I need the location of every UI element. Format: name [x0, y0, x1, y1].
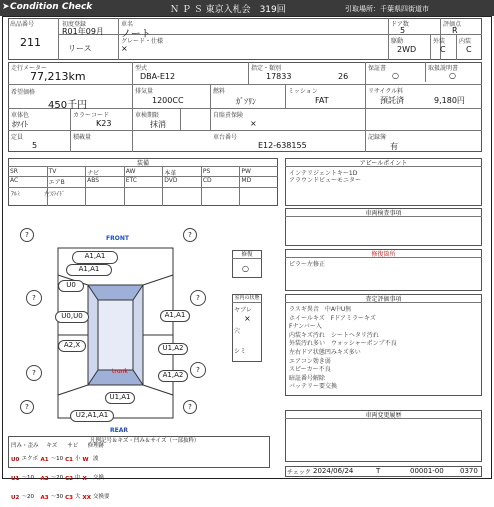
displacement-label: 排気量	[135, 88, 154, 95]
recycle-status: 預託済	[380, 96, 404, 105]
inspection-value: 抹消	[150, 120, 166, 129]
equipment-item: ABS	[87, 177, 100, 184]
damage-mark-fender-left: U0	[58, 280, 84, 292]
inspection-notes-title: 車両検査事項	[285, 208, 482, 217]
category-code2: 26	[338, 72, 349, 81]
record-label: 記録簿	[368, 134, 387, 141]
spare-left: ?	[20, 400, 34, 414]
repair-notes-title: 修復箇所	[285, 249, 482, 258]
condition-note-line: 内装キズ汚れ シートヘタリ汚れ	[289, 331, 379, 339]
tire-rear-right: ?	[190, 362, 206, 378]
damage-mark-trunk: U1,A1	[105, 392, 135, 404]
equipment-item: DVD	[164, 177, 178, 184]
legend-code: A1	[40, 457, 49, 463]
grade-label: グレード・仕様	[121, 38, 164, 45]
legend-desc: 中	[74, 475, 81, 481]
legend-desc: 交換要	[92, 494, 110, 500]
drive-value: 2WD	[397, 45, 417, 54]
equipment-item: ナビ	[87, 170, 100, 177]
color-code-label: カラーコード	[73, 112, 110, 119]
footer-page: 0370	[460, 467, 478, 475]
fuel-label: 燃料	[213, 88, 226, 95]
model-value: DBA-E12	[140, 72, 176, 81]
equipment-item: MD	[241, 177, 252, 184]
footer-code: T	[376, 467, 381, 475]
damage-mark-hood: A1,A1	[66, 264, 112, 276]
manual-mark: ○	[449, 71, 456, 80]
insurance-value: ×	[250, 119, 257, 128]
lot-label: 出品番号	[10, 21, 35, 28]
interior-mark-tear: ×	[244, 314, 251, 323]
damage-mark-rear: U2,A1,A1	[70, 410, 114, 422]
equipment-title: 装備	[8, 158, 278, 167]
appeal-line: アラウンドビューモニター	[289, 177, 362, 184]
first-reg-value: R01年09月	[62, 27, 104, 36]
condition-note-line: 左右ドア状態凹みキズ多い	[289, 349, 361, 356]
legend-code: XX	[82, 495, 91, 501]
legend-code: A2	[40, 476, 49, 482]
legend-head-dent: 凹み・歪み	[11, 443, 39, 449]
transmission-value: FAT	[315, 96, 329, 105]
history-title: 車両変更履歴	[285, 410, 482, 419]
condition-note-line: エアコン効き弱	[289, 357, 331, 365]
doors-value: 5	[400, 26, 406, 35]
legend-code: C1	[65, 457, 73, 463]
condition-note-line: 暗証番号解除	[289, 374, 326, 382]
seats-value: 5	[32, 141, 38, 150]
footer-check-label: チェック	[287, 469, 311, 476]
body-color-value: ﾎﾜｲﾄ	[12, 120, 28, 129]
legend-code: C3	[65, 495, 73, 501]
legend-code: U0	[11, 457, 20, 463]
equipment-item: TV	[48, 168, 57, 175]
tire-front-right: ?	[183, 228, 197, 242]
footer-date: 2024/06/24	[313, 467, 354, 475]
warranty-mark: ○	[392, 71, 399, 80]
legend-title: 凡例記号＆キズ・凹み＆サイズ（一部抜粋）	[90, 438, 200, 444]
legend-desc: ～20	[50, 475, 64, 481]
rear-label: REAR	[110, 427, 128, 434]
transmission-label: ミッション	[288, 88, 318, 95]
legend-desc: 波	[92, 456, 99, 462]
seats-label: 定員	[11, 134, 24, 141]
legend-head-scratch: キズ	[46, 443, 58, 449]
damage-mark-door-left-front: U0,U0	[55, 311, 89, 323]
repair-mark: ○	[242, 264, 249, 273]
tire-rear-left: ?	[26, 365, 42, 381]
lot-number: 211	[20, 36, 41, 49]
doors-label: ドア数	[391, 21, 409, 28]
legend-code: C2	[65, 476, 73, 482]
repair-note-line: ピラー左修正	[289, 261, 326, 268]
appeal-title: アピールポイント	[285, 158, 482, 167]
exterior-grade: C	[440, 45, 446, 54]
equipment-item: 本革	[164, 170, 177, 177]
grade-value: ×	[121, 44, 128, 53]
condition-note-line: 外装汚れ多い ウォッシャーポンプ不良	[289, 340, 397, 348]
recycle-amount: 9,180円	[434, 96, 465, 105]
condition-note-line: スピーカー不良	[289, 366, 331, 374]
category-label: 指定・類別	[251, 65, 282, 72]
interior-title: 室内の状態	[232, 294, 262, 303]
rating-label: 評価点	[443, 21, 462, 28]
spare-right: ?	[183, 400, 197, 414]
chassis-value: E12-638155	[258, 141, 307, 150]
interior-item-stain: シミ	[234, 348, 247, 355]
legend-code: A3	[40, 495, 49, 501]
legend-desc: 小	[74, 456, 81, 462]
interior-label: 内装	[459, 38, 472, 45]
legend-desc: ～30	[50, 494, 64, 500]
record-value: 有	[390, 142, 398, 151]
category-code1: 17833	[266, 72, 292, 81]
legend-desc: ～10	[21, 475, 35, 481]
footer-number: 00001-00	[410, 467, 444, 475]
legend-desc: ～10	[50, 456, 64, 462]
equipment-item: エアB	[48, 179, 65, 186]
car-name-label: 車名	[121, 21, 134, 28]
price-value: 450千円	[48, 100, 88, 111]
legend-desc: 大	[74, 494, 81, 500]
repair-title: 修復	[232, 250, 262, 259]
mileage-label: 走行メーター	[11, 65, 48, 72]
damage-mark-door-right-front: A1,A1	[160, 310, 190, 322]
interior-grade: C	[466, 45, 472, 54]
legend-desc: ～20	[21, 494, 35, 500]
legend-code: U1	[11, 476, 20, 482]
legend-table	[10, 443, 111, 507]
condition-note-line: ホイールキズ Fドアミラーキズ	[289, 314, 376, 322]
tire-front-left: ?	[20, 228, 34, 242]
model-label: 型式	[135, 65, 148, 72]
car-name: ノート	[121, 29, 151, 40]
first-reg-label: 初度登録	[62, 21, 87, 28]
damage-mark-front: A1,A1	[72, 251, 118, 264]
legend-code: X	[82, 476, 87, 482]
rating-value: R	[452, 26, 458, 35]
auction-name: Ｎ Ｐ Ｓ 東京入札会 319回	[170, 5, 286, 15]
lease-label: リース	[68, 44, 92, 53]
appeal-line: インテリジェントキー1D	[289, 170, 358, 177]
recycle-label: リサイクル料	[368, 88, 404, 95]
mirror-right: ?	[190, 290, 206, 306]
damage-mark-quarter-right: A1,A2	[158, 370, 188, 382]
damage-mark-door-left-rear: A2,X	[58, 340, 86, 352]
equipment-item: AW	[125, 168, 136, 175]
header-title: Condition Check	[10, 2, 93, 12]
pickup-location: 引取場所：千葉県四街道市	[345, 5, 429, 13]
equipment-item: AC	[10, 177, 19, 184]
header-bar	[0, 0, 494, 16]
chassis-label: 車台番号	[213, 134, 238, 141]
legend-head-rust: サビ	[67, 443, 79, 449]
exterior-label: 外装	[433, 38, 446, 45]
displacement-value: 1200CC	[152, 96, 184, 105]
condition-note-line: Fナンバー入	[289, 323, 322, 331]
legend-code: W	[82, 457, 89, 463]
mileage-value: 77,213km	[30, 70, 86, 83]
price-label: 希望価格	[11, 89, 36, 96]
equipment-item: ETC	[125, 177, 137, 184]
insurance-label: 自賠責保険	[213, 112, 244, 119]
legend-code: U2	[11, 495, 20, 501]
legend-head-repair: 修理跡	[87, 443, 105, 449]
manual-label: 取扱説明書	[428, 65, 459, 72]
legend-desc: 交換	[92, 475, 104, 481]
equipment-value-slide: 左ｽﾗｲﾄﾞ	[44, 191, 66, 198]
interior-item-hole: 穴	[234, 328, 241, 335]
mirror-left: ?	[26, 290, 42, 306]
warranty-label: 保証書	[368, 65, 387, 72]
condition-note-line: ラスギ異音 中A中U無	[289, 306, 352, 313]
equipment-value-alloy: ｱﾙﾐ	[11, 191, 21, 198]
equipment-item: CD	[202, 177, 212, 184]
legend-desc: エクボ	[21, 456, 39, 462]
equipment-item: PW	[241, 168, 251, 175]
condition-note-line: バッテリー要交換	[289, 383, 338, 391]
load-label: 積載量	[73, 134, 92, 141]
interior-item-tear: ヤブレ	[234, 307, 252, 314]
fuel-value: ｶﾞｿﾘﾝ	[236, 97, 256, 106]
body-color-label: 車体色	[11, 112, 30, 119]
color-code-value: K23	[96, 119, 112, 128]
condition-notes-title: 査定評価事項	[285, 294, 482, 303]
inspection-label: 車検期限	[135, 112, 160, 119]
equipment-item: SR	[10, 168, 18, 175]
cursor-icon: ➤	[2, 2, 10, 12]
drive-label: 駆動	[391, 38, 404, 45]
equipment-item: PS	[202, 168, 211, 175]
trunk-label: trunk	[112, 368, 128, 375]
damage-mark-door-right-rear: U1,A2	[158, 343, 188, 355]
front-label: FRONT	[106, 235, 129, 242]
